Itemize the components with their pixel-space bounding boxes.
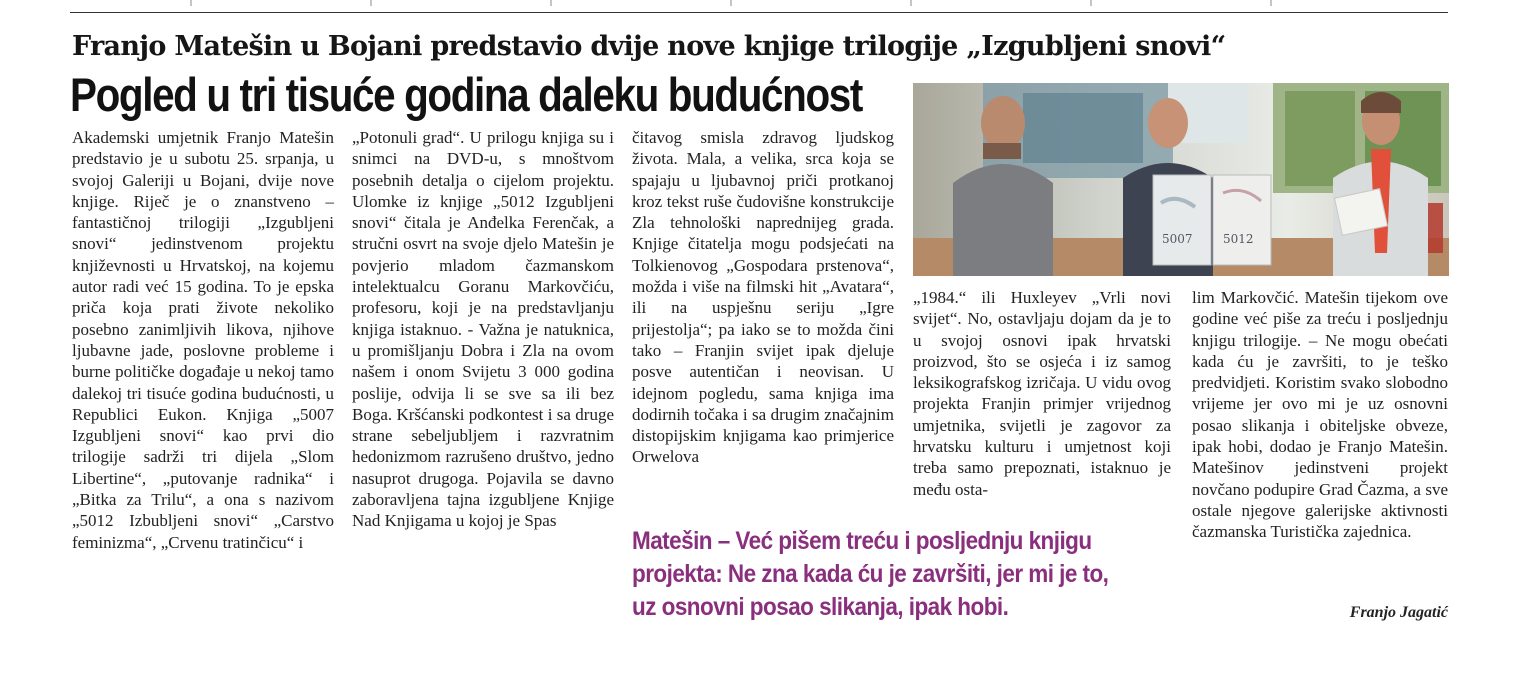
pull-quote: Matešin – Već pišem treću i posljednju knjigu projekta: Ne zna kada ću je završiti, jer mi je to, uz osnovni posao slikanja, ipak hobi. xyxy=(632,527,1109,621)
column-5-text: lim Markovčić. Matešin tijekom ove godine već piše za treću i posljednju knjigu trilogije. – Ne mogu obećati kada ću je završiti, to je teško predvidjeti. Koristim svako slobodno vrijeme jer ovo mi je uz osnovni posao slikanja i obiteljske obveze, ipak hobi, dodao je Franjo Matešin. Matešinov jedinstveni projekt novčano podupire Grad Čazma, a sve ostale njegove galerijske aktivnosti čazmanska Turistička zajednica. xyxy=(1192,288,1448,542)
book-5012-label: 5012 xyxy=(1223,232,1254,246)
article-headline: Pogled u tri tisuće godina daleku budućnost xyxy=(70,68,862,121)
previous-page-edge xyxy=(70,0,1448,6)
column-4-text: „1984.“ ili Huxleyev „Vrli novi svijet“. No, ostavljaju dojam da je to u svojoj osnovi ipak hrvatski proizvod, što se osjeća i iz samog leksikografskog izričaja. U vidu ovog projekta Franjin primjer vrijednog umjetnika, svijetli je zagovor za hrvatsku kulturu i umjetnost koji treba samo prepoznati, istaknuo je među osta- xyxy=(913,288,1171,499)
article-column-5 xyxy=(1192,287,1448,543)
article-kicker: Franjo Matešin u Bojani predstavio dvije nove knjige trilogije „Izgubljeni snovi“ xyxy=(72,31,1226,62)
book-5007-label: 5007 xyxy=(1162,232,1193,246)
article-column-1 xyxy=(72,127,334,553)
article-column-2 xyxy=(352,127,614,532)
article-column-3 xyxy=(632,127,894,468)
column-1-text: Akademski umjetnik Franjo Matešin predstavio je u subotu 25. srpanja, u svojoj Galeriji u Bojani, dvije nove knjige. Riječ je o znanstveno – fantastičnoj trilogiji „Izgubljeni snovi“ jedinstvenom projektu književnosti u Hrvatskoj, na kojemu autor radi već 15 godina. To je epska priča koja prati živote nekoliko posebno zanimljivih likova, njihove ljubavne jade, poslovne probleme i burne političke događaje u nekoj tamo dalekoj tri tisuće godina budućnosti, u Republici Eukon. Knjiga „5007 Izgubljeni snovi“ kao prvi dio trilogije sadrži tri dijela „Slom Libertine“, „putovanje radnika“ i „Bitka za Trilu“, a ona s nazivom „5012 Izbubljeni snovi“ „Carstvo feminizma“, „Crvenu tratinčicu“ i xyxy=(72,128,334,552)
column-3-text: čitavog smisla zdravog ljudskog života. Mala, a velika, srca koja se spajaju u ljubavnoj priči protkanoj kroz tekst ruše čudovišne konstrukcije Zla tehnološki naprednijeg grada. Knjige čitatelja mogu podsjećati na Tolkienovog „Gospodara prstenova“, možda i više na filmski hit „Avatara“, ili na uspješnu seriju „Igre prijestolja“; pa iako se to možda čini tako – Franjin svijet ipak djeluje posve autentičan i neovisan. U idejnom pogledu, sama knjiga ima dodirnih točaka i sa drugim značajnim distopijskim knjigama kao primjerice Orwelova xyxy=(632,128,894,467)
author-byline: Franjo Jagatić xyxy=(1349,604,1448,621)
article-photo xyxy=(913,83,1449,276)
article-column-4 xyxy=(913,287,1171,500)
top-rule xyxy=(70,12,1448,13)
column-2-text: „Potonuli grad“. U prilogu knjiga su i snimci na DVD-u, s mnoštvom posebnih detalja o cijelom projektu. Ulomke iz knjige „5012 Izgubljeni snovi“ čitala je Anđelka Ferenčak, a stručni osvrt na svoje djelo Matešin je povjerio mladom čazmanskom intelektualcu Goranu Markovčiću, profesoru, koji je na predstavljanju knjiga istaknuo. - Važna je natuknica, u promišljanju Dobra i Zla na ovom našem i onom Svijetu 3 000 godina poslije, odvija li se sve sa ili bez Boga. Kršćanski podkontest i sa druge strane sebeljubljem i razvratnim hedonizmom razrušeno društvo, jedno nasuprot drugoga. Pojavila se davno zaboravljena tajna izgubljene Knjige Nad Knjigama u kojoj je Spas xyxy=(352,128,614,531)
photo-illustration xyxy=(913,83,1449,276)
